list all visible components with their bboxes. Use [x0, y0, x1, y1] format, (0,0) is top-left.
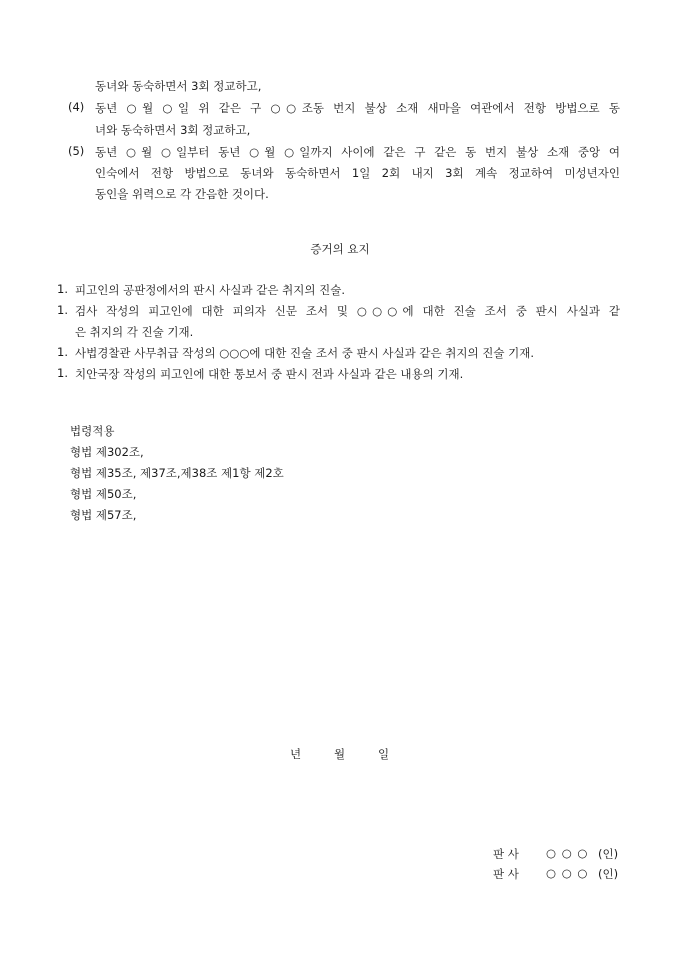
fact-item-5-line-2: 인숙에서 전항 방법으로 동녀와 동숙하면서 1일 2회 내지 3회 계속 정교하여 미성년자인 [95, 166, 620, 180]
law-line-3: 형법 제50조, [70, 487, 137, 501]
fact-item-5-line-3: 동인을 위력으로 각 간음한 것이다. [95, 187, 269, 201]
date-month-label: 월 [334, 747, 346, 761]
evidence-item-4-text: 치안국장 작성의 피고인에 대한 통보서 중 판시 전과 사실과 같은 내용의 기재. [75, 367, 464, 381]
evidence-item-2-line-1: 검사 작성의 피고인에 대한 피의자 신문 조서 및 ○○○에 대한 진술 조서 중 판시 사실과 같 [75, 304, 620, 318]
evidence-item-4-number: 1. [57, 366, 68, 380]
evidence-item-2-line-2: 은 취지의 각 진술 기재. [75, 325, 194, 339]
fact-item-5-number: (5) [68, 144, 85, 158]
evidence-item-1-number: 1. [57, 282, 68, 296]
law-line-1: 형법 제302조, [70, 445, 144, 459]
date-year-label: 년 [290, 747, 302, 761]
fact-item-4-line-2: 녀와 동숙하면서 3회 정교하고, [95, 123, 251, 137]
judge-2-name: ○ ○ ○ [546, 866, 589, 880]
judge-2-title: 판 사 [493, 867, 519, 881]
evidence-item-3-number: 1. [57, 345, 68, 359]
judge-1-name: ○ ○ ○ [546, 846, 589, 860]
facts-continuation-line: 동녀와 동숙하면서 3회 정교하고, [95, 79, 262, 93]
date-day-label: 일 [378, 747, 390, 761]
law-line-4: 형법 제57조, [70, 508, 137, 522]
fact-item-4-line-1: 동년 ○월 ○일 위 같은 구 ○○조동 번지 불상 소재 새마을 여관에서 전항 방법으로 동 [95, 101, 620, 115]
law-heading: 법령적용 [70, 424, 115, 438]
fact-item-4-number: (4) [68, 100, 85, 114]
judge-1-seal: (인) [598, 847, 619, 861]
evidence-item-2-number: 1. [57, 303, 68, 317]
law-line-2: 형법 제35조, 제37조,제38조 제1항 제2호 [70, 466, 284, 480]
judge-2-seal: (인) [598, 867, 619, 881]
fact-item-5-line-1: 동년 ○월 ○일부터 동년 ○월 ○일까지 사이에 같은 구 같은 동 번지 불상 소재 중앙 여 [95, 145, 620, 159]
evidence-heading: 증거의 요지 [310, 242, 370, 256]
judge-1-title: 판 사 [493, 847, 519, 861]
evidence-item-1-text: 피고인의 공판정에서의 판시 사실과 같은 취지의 진술. [75, 283, 345, 297]
evidence-item-3-text: 사법경찰관 사무취급 작성의 ○○○에 대한 진술 조서 중 판시 사실과 같은 취지의 진술 기재. [75, 346, 534, 360]
